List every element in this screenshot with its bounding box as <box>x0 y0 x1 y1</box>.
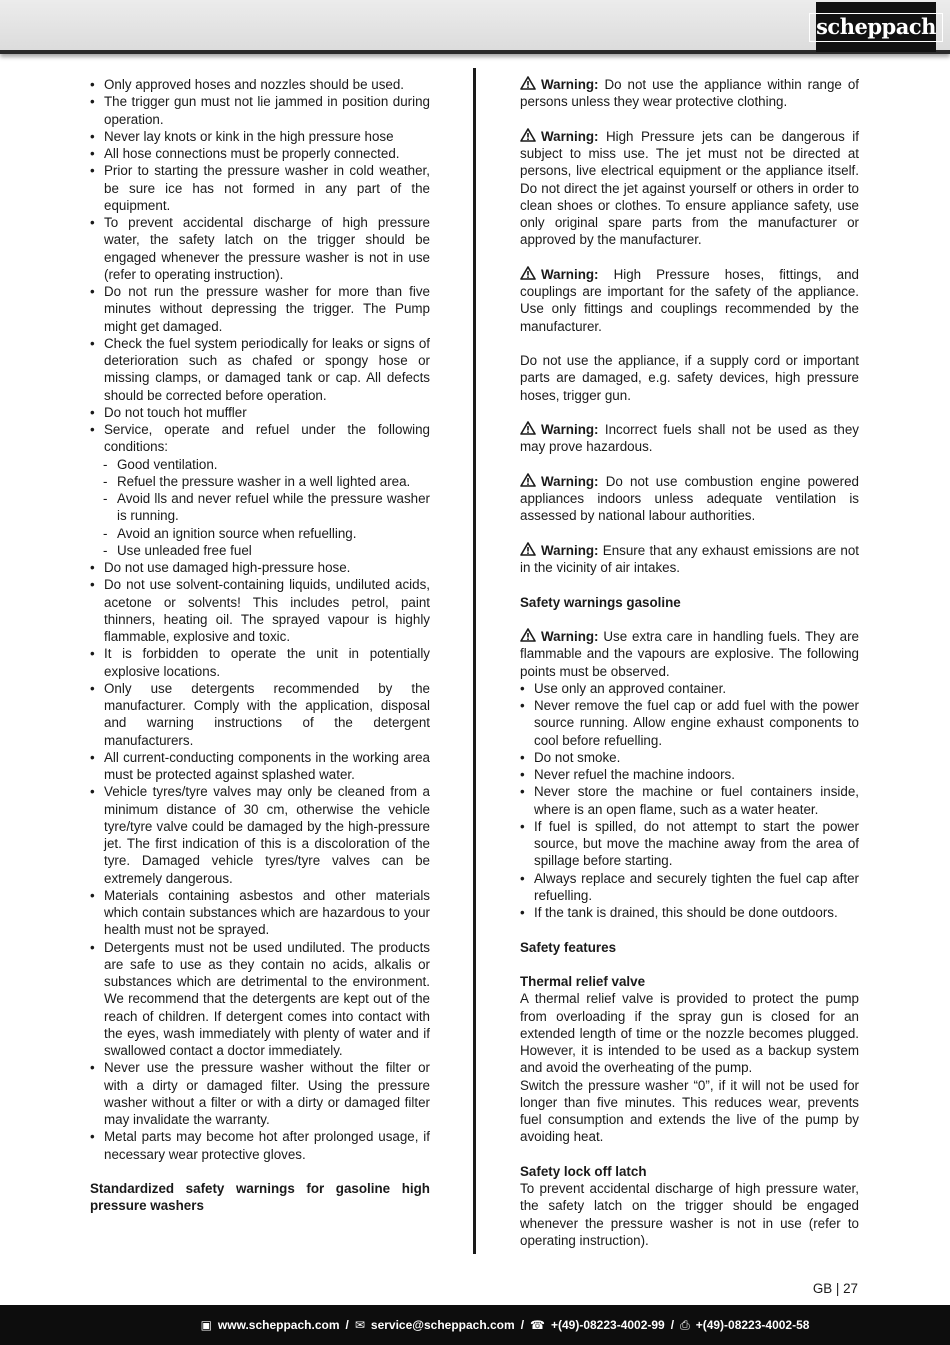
warning-label: Warning: <box>541 266 599 282</box>
bullet-item <box>90 335 430 404</box>
warning-triangle-icon <box>520 76 536 90</box>
warning-label: Warning: <box>541 128 599 144</box>
bullet-item <box>90 404 430 421</box>
warning-text: Ensure that any exhaust emissions are not in the vicinity of air intakes. <box>520 542 859 575</box>
fuel-bullet-list <box>520 680 859 922</box>
list-item-text: Never store the machine or fuel containers inside, where is an open flame, such as a water heater. <box>534 784 859 817</box>
supply-cord-text: Do not use the appliance, if a supply cord or important parts are damaged, e.g. safety devices, high pressure hoses, trigger gun. <box>520 353 859 403</box>
bullet-item <box>90 749 430 784</box>
sub-item <box>90 473 430 490</box>
list-marker: • <box>90 146 95 161</box>
fuel-bullet-item <box>520 680 859 697</box>
list-item-text: The trigger gun must not lie jammed in position during operation. <box>104 94 430 127</box>
list-marker: • <box>90 646 95 662</box>
sub-item <box>90 490 430 525</box>
bullet-item <box>90 421 430 456</box>
footer-separator: / <box>345 1318 349 1332</box>
right-column <box>520 76 859 1249</box>
list-item-text: If the tank is drained, this should be done outdoors. <box>534 905 838 920</box>
warning-triangle-icon <box>520 473 536 487</box>
warning-paragraph <box>520 128 859 249</box>
list-item-text: Never remove the fuel cap or add fuel with the power source running. Allow engine exhaust components to cool before refuelling. <box>534 698 859 748</box>
bullet-item <box>90 680 430 749</box>
list-marker: • <box>90 1060 95 1076</box>
warning-label: Warning: <box>541 77 599 92</box>
list-marker: • <box>90 163 95 179</box>
warning-triangle-icon <box>520 628 536 642</box>
list-item-text: Never refuel the machine indoors. <box>534 767 735 782</box>
list-item-text: Do not run the pressure washer for more than five minutes without depressing the trigger. The Pump might get damaged. <box>104 284 430 334</box>
bullet-item <box>90 128 430 145</box>
bullet-item <box>90 559 430 576</box>
list-marker: - <box>103 542 108 558</box>
list-marker: • <box>90 939 95 955</box>
warning-label: Warning: <box>541 629 599 644</box>
list-marker: • <box>90 560 95 575</box>
bullet-item <box>90 93 430 128</box>
list-item-text: Use unleaded free fuel <box>117 542 252 558</box>
sub-item <box>90 525 430 542</box>
list-marker: • <box>90 77 95 92</box>
fuel-bullet-item <box>520 766 859 783</box>
fuel-bullet-item <box>520 697 859 749</box>
list-marker: • <box>520 818 525 834</box>
warning-text: Incorrect fuels shall not be used as they may prove hazardous. <box>520 422 859 455</box>
thermal-paragraph-1: A thermal relief valve is provided to protect the pump from overloading if the spray gun is closed for an extended length of time or the nozzle becomes plugged. However, it is intended to be used as a backup system and avoid the overheating of the pump. <box>520 991 859 1076</box>
list-marker: • <box>90 784 95 800</box>
warning-triangle-icon <box>520 421 536 435</box>
fuel-warning <box>520 628 859 680</box>
heading-thermal-relief-valve: Thermal relief valve <box>520 974 646 989</box>
bullet-item <box>90 645 430 680</box>
list-item-text: Check the fuel system periodically for leaks or signs of deterioration such as chafed or spongy hose or missing clamps, or damaged tank or cap. All defects should be corrected before operation. <box>104 335 430 403</box>
safety-lock-text: To prevent accidental discharge of high pressure water, the safety latch on the trigger should be engaged whenever the pressure washer is not in use (refer to operating instruction). <box>520 1181 859 1248</box>
bullet-item <box>90 1059 430 1128</box>
list-item-text: Avoid lls and never refuel while the pressure washer is running. <box>117 491 430 524</box>
list-item-text: If fuel is spilled, do not attempt to start the power source, but move the machine away from the area of spillage before starting. <box>534 818 859 869</box>
warning-label: Warning: <box>541 422 599 437</box>
bullet-item <box>90 1128 430 1163</box>
list-item-text: To prevent accidental discharge of high pressure water, the safety latch on the trigger should be engaged whenever the pressure washer is not in use (refer to operating instruction). <box>104 215 430 282</box>
list-marker: • <box>90 215 95 230</box>
bullet-item <box>90 576 430 645</box>
footer-phone: +(49)-08223-4002-99 <box>550 1318 665 1332</box>
warning-paragraph <box>520 421 859 456</box>
list-item-text: Do not touch hot muffler <box>104 404 247 420</box>
list-item-text: Detergents must not be used undiluted. The products are safe to use as they contain no acids, alkalis or substances which are detrimental to the environment. We recommend that the detergents are kept out of the reach of children. If detergent comes into contact with the eyes, wash immediately with plenty of water and if swallowed contact a doctor immediately. <box>104 939 430 1058</box>
list-marker: • <box>90 1129 95 1145</box>
heading-safety-lock: Safety lock off latch <box>520 1163 647 1179</box>
footer-separator: / <box>670 1318 675 1332</box>
warnings-group-1 <box>520 76 859 352</box>
heading-gasoline-warnings: Standardized safety warnings for gasoline high pressure washers <box>90 1181 430 1214</box>
heading-safety-features: Safety features <box>520 939 617 955</box>
bullet-item <box>90 76 430 93</box>
email-icon: ✉ <box>354 1318 365 1332</box>
list-marker: - <box>103 525 108 541</box>
warning-label: Warning: <box>541 542 599 558</box>
fuel-bullet-item <box>520 904 859 921</box>
list-marker: - <box>103 456 108 472</box>
list-item-text: Use only an approved container. <box>534 680 727 696</box>
list-marker: • <box>520 749 525 765</box>
thermal-paragraph-2: Switch the pressure washer “0”, if it will not be used for longer than five minutes. This reduces wear, prevents fuel consumption and extends the live of the pump by avoiding heat. <box>520 1077 859 1145</box>
warning-paragraph <box>520 473 859 525</box>
list-item-text: Only use detergents recommended by the manufacturer. Comply with the application, disposal and warning instructions of the detergent manufacturers. <box>104 680 430 748</box>
bullet-item <box>90 214 430 283</box>
fuel-bullet-item <box>520 783 859 818</box>
list-marker: • <box>520 784 525 800</box>
list-item-text: Do not use solvent-containing liquids, undiluted acids, acetone or solvents! This includes petrol, paint thinners, heating oil. The sprayed vapour is highly flammable, explosive and toxic. <box>104 577 430 644</box>
warning-paragraph <box>520 542 859 577</box>
list-item-text: Only approved hoses and nozzles should be used. <box>104 77 405 92</box>
list-item-text: Do not use damaged high-pressure hose. <box>104 560 351 575</box>
list-item-text: Refuel the pressure washer in a well lighted area. <box>117 473 411 489</box>
bullet-item <box>90 283 430 335</box>
list-item-text: All current-conducting components in the working area must be protected against splashed water. <box>104 749 430 782</box>
fuel-warning-text: Use extra care in handling fuels. They are flammable and the vapours are explosive. The following points must be observed. <box>520 629 859 679</box>
warning-triangle-icon <box>520 542 536 556</box>
warning-text: High Pressure jets can be dangerous if subject to miss use. The jet must not be directed at persons, live electrical equipment or the appliance itself. Do not direct the jet against yourself or others in order to clean shoes or clothes. To ensure appliance safety, use only original spare parts from the manufacturer or approved by the manufacturer. <box>520 128 859 248</box>
list-item-text: Never use the pressure washer without the filter or with a dirty or damaged filter. Using the pressure washer without a filter or with a dirty or damaged filter may invalidate the warranty. <box>104 1060 430 1127</box>
phone-icon: ☎ <box>530 1318 545 1332</box>
list-marker: - <box>103 473 108 489</box>
sub-item <box>90 456 430 473</box>
warning-text: Do not use combustion engine powered appliances indoors unless adequate ventilation is assessed by national labour authorities. <box>520 473 859 524</box>
heading-safety-warnings-gasoline: Safety warnings gasoline <box>520 594 681 610</box>
footer-separator: / <box>520 1318 525 1332</box>
footer-web-link[interactable]: www.scheppach.com <box>217 1318 340 1332</box>
list-marker: • <box>90 749 95 765</box>
footer-email-link[interactable]: service@scheppach.com <box>370 1318 515 1332</box>
bullet-item <box>90 887 430 939</box>
bullet-list-general <box>90 76 430 456</box>
brand-logo <box>816 2 936 52</box>
logo-text: scheppach <box>809 13 943 42</box>
list-item-text: Never lay knots or kink in the high pressure hose <box>104 128 394 144</box>
list-item-text: Avoid an ignition source when refuelling. <box>117 525 357 541</box>
list-marker: • <box>90 94 95 110</box>
sub-item <box>90 542 430 559</box>
bullet-item <box>90 145 430 162</box>
warning-text: High Pressure hoses, fittings, and couplings are important for the safety of the appliance. Use only fittings and couplings recommended by the manufacturer. <box>520 266 859 334</box>
list-marker: • <box>520 905 525 920</box>
list-marker: • <box>520 698 525 713</box>
list-item-text: Materials containing asbestos and other materials which contain substances which are hazardous to your health must not be sprayed. <box>104 887 430 938</box>
list-item-text: Always replace and securely tighten the fuel cap after refuelling. <box>534 870 859 903</box>
list-marker: • <box>90 335 95 351</box>
list-marker: • <box>90 577 95 593</box>
list-item-text: Service, operate and refuel under the following conditions: <box>104 422 430 455</box>
list-item-text: Metal parts may become hot after prolonged usage, if necessary wear protective gloves. <box>104 1129 430 1162</box>
sub-list-conditions <box>90 456 430 560</box>
list-marker: • <box>520 870 525 886</box>
list-item-text: It is forbidden to operate the unit in potentially explosive locations. <box>104 646 430 679</box>
warning-label: Warning: <box>541 473 599 489</box>
bullet-item <box>90 783 430 887</box>
fax-icon: ⎙ <box>680 1317 690 1332</box>
page-number: GB | 27 <box>812 1281 858 1296</box>
list-item-text: Prior to starting the pressure washer in cold weather, be sure ice has not formed in any part of the equipment. <box>104 163 430 213</box>
left-column <box>90 76 430 1215</box>
list-item-text: Good ventilation. <box>117 456 218 472</box>
list-marker: - <box>103 491 108 506</box>
list-marker: • <box>90 680 95 696</box>
bullet-item <box>90 939 430 1060</box>
column-divider <box>473 68 476 1254</box>
warning-text: Do not use the appliance within range of persons unless they wear protective clothing. <box>520 77 859 110</box>
fuel-bullet-item <box>520 818 859 870</box>
warning-paragraph <box>520 76 859 111</box>
list-marker: • <box>90 422 95 437</box>
bullet-item <box>90 162 430 214</box>
list-item-text: Do not smoke. <box>534 749 621 765</box>
list-marker: • <box>90 284 95 299</box>
fuel-bullet-item <box>520 749 859 766</box>
footer-contact-bar <box>0 1305 950 1345</box>
warnings-group-2 <box>520 421 859 594</box>
list-marker: • <box>90 887 95 903</box>
web-icon: ▣ <box>200 1318 212 1332</box>
list-item-text: All hose connections must be properly connected. <box>104 146 400 161</box>
warning-triangle-icon <box>520 128 536 142</box>
list-marker: • <box>90 128 95 144</box>
fuel-bullet-item <box>520 870 859 905</box>
warning-triangle-icon <box>520 266 536 280</box>
header-band <box>0 0 950 54</box>
warning-paragraph <box>520 266 859 335</box>
list-marker: • <box>90 404 95 420</box>
list-item-text: Vehicle tyres/tyre valves may only be cleaned from a minimum distance of 30 cm, otherwise the vehicle tyre/tyre valve could be damaged by the high-pressure jet. The first indication of this is a discoloration of the tyre. Damaged vehicle tyres/tyre valves can be extremely dangerous. <box>104 784 430 886</box>
bullet-list-general-continued <box>90 559 430 1163</box>
list-marker: • <box>520 767 525 782</box>
footer-fax: +(49)-08223-4002-58 <box>695 1318 810 1332</box>
list-marker: • <box>520 680 525 696</box>
